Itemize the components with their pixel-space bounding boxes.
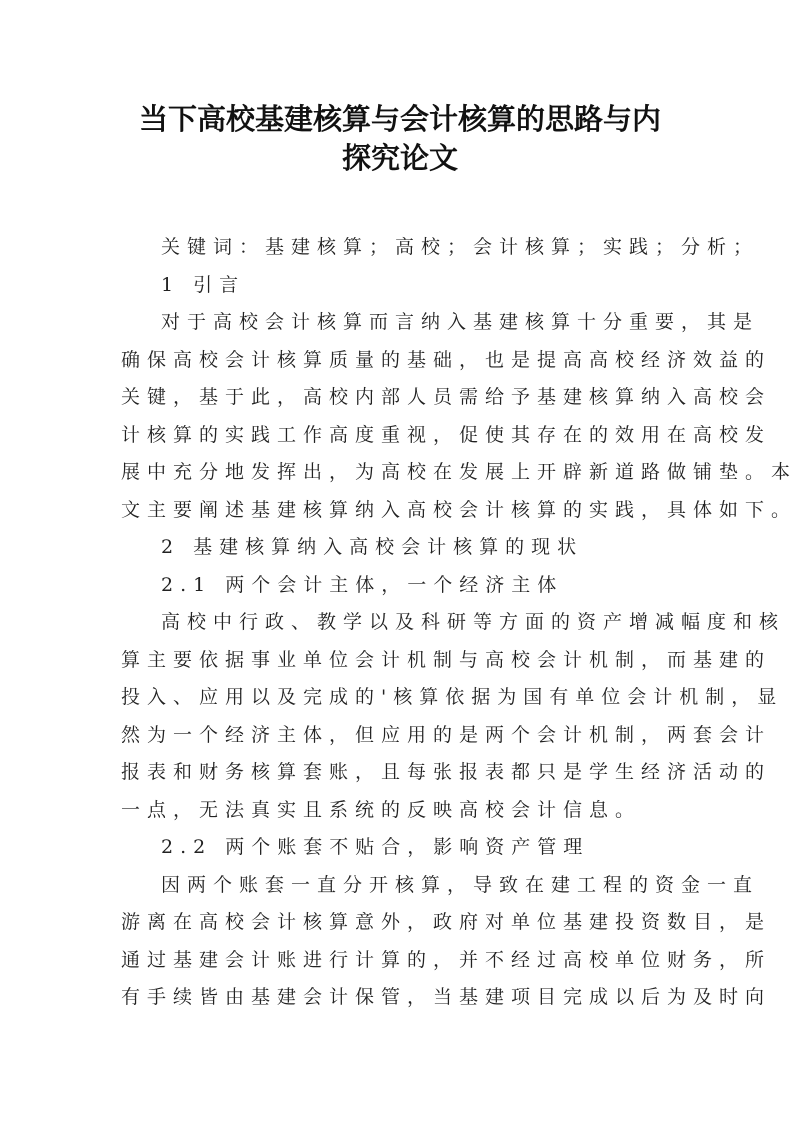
text-line: 通过基建会计账进行计算的，并不经过高校单位财务，所 [121, 948, 772, 971]
document-body [121, 229, 798, 1017]
text-line: 报表和财务核算套账，且每张报表都只是学生经济活动的 [121, 761, 772, 783]
keywords [121, 229, 760, 267]
text-line: 计核算的实践工作高度重视，促使其存在的效用在高校发 [121, 423, 772, 446]
text-line: 2.1 两个会计主体，一个经济主体 [161, 573, 564, 596]
text-line: 确保高校会计核算质量的基础，也是提高高校经济效益的 [121, 348, 772, 371]
text-line: 算主要依据事业单位会计机制与高校会计机制，而基建的 [121, 648, 772, 671]
text-line: 2.2 两个账套不贴合，影响资产管理 [161, 836, 590, 858]
section-heading [121, 829, 681, 867]
paragraph [121, 604, 786, 829]
text-line: 1 引言 [161, 273, 246, 296]
text-line: 关键，基于此，高校内部人员需给予基建核算纳入高校会 [121, 386, 772, 408]
section-heading [121, 567, 681, 605]
paragraph [121, 867, 772, 1017]
paragraph [121, 304, 798, 529]
section-heading [121, 529, 681, 567]
text-line: 2 基建核算纳入高校会计核算的现状 [161, 536, 584, 558]
title-line: 探究论文 [341, 141, 458, 175]
text-line: 对于高校会计核算而言纳入基建核算十分重要，其是 [161, 311, 760, 333]
text-line: 高校中行政、教学以及科研等方面的资产增减幅度和核 [161, 611, 786, 633]
text-line: 投入、应用以及完成的'核算依据为国有单位会计机制，显 [121, 686, 784, 708]
text-line: 因两个账套一直分开核算，导致在建工程的资金一直 [161, 873, 760, 896]
text-line: 文主要阐述基建核算纳入高校会计核算的实践，具体如下。 [121, 498, 798, 521]
text-line: 关键词：基建核算；高校；会计核算；实践；分析； [161, 236, 760, 258]
document-title [0, 100, 800, 178]
text-line: 展中充分地发挥出，为高校在发展上开辟新道路做铺垫。本 [121, 461, 798, 483]
section-heading [121, 267, 681, 305]
text-line: 有手续皆由基建会计保管，当基建项目完成以后为及时向 [121, 986, 772, 1008]
title-line: 当下高校基建核算与会计核算的思路与内 [138, 102, 661, 136]
text-line: 一点，无法真实且系统的反映高校会计信息。 [121, 798, 642, 821]
text-line: 游离在高校会计核算意外，政府对单位基建投资数目，是 [121, 911, 772, 933]
text-line: 然为一个经济主体，但应用的是两个会计机制，两套会计 [121, 723, 772, 746]
